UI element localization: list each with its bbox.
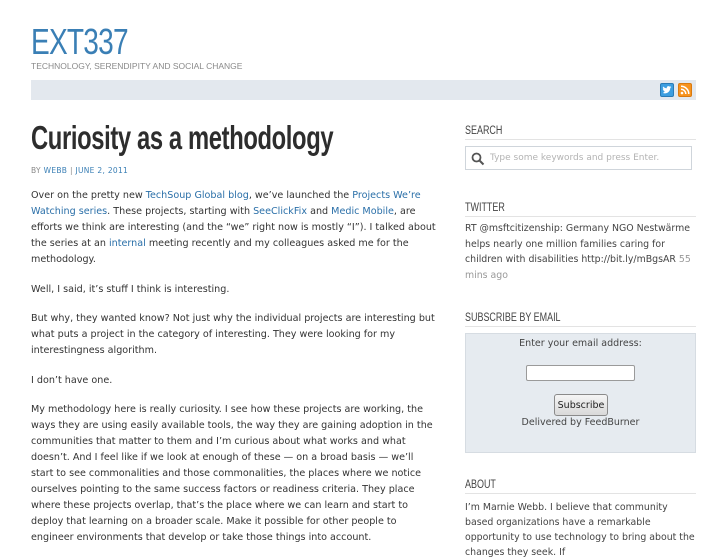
twitter-icon[interactable] <box>660 83 674 97</box>
divider <box>465 326 696 327</box>
email-label: Enter your email address: <box>519 338 642 349</box>
post-paragraph: I don’t have one. <box>31 374 113 386</box>
about-widget-title: ABOUT <box>465 479 496 491</box>
post-byline <box>31 166 128 175</box>
about-text: I’m Marnie Webb. I believe that community based organizations have a remarkable opportunity to use technology to bring about the changes they seek. If <box>465 502 695 558</box>
site-tagline: TECHNOLOGY, SERENDIPITY AND SOCIAL CHANGE <box>31 61 243 71</box>
divider <box>465 139 696 140</box>
site-title[interactable]: EXT337 <box>31 21 128 62</box>
paragraph-text: meeting recently and my colleagues asked me for the methodology. <box>31 238 409 265</box>
paragraph-text: and <box>307 206 332 217</box>
seeclickfix-link[interactable]: SeeClickFix <box>253 206 308 217</box>
search-input[interactable] <box>490 151 686 165</box>
medic-mobile-link[interactable]: Medic Mobile <box>331 206 394 217</box>
byline-separator: | <box>69 166 73 175</box>
tweet-time[interactable]: 55 mins ago <box>465 254 691 281</box>
paragraph-text: , are efforts we think are interesting (and the “we” right now is mostly “I”). I talked about the series at an <box>31 206 436 249</box>
internal-link[interactable]: internal <box>108 238 146 249</box>
post-title[interactable]: Curiosity as a methodology <box>31 119 334 156</box>
post-paragraph: My methodology here is really curiosity. I see how these projects are working, the ways they are using easily available tools, the way they are gaining adoption in the communities that matter to them and I’m curious about what works and what doesn’t. And I feel like if we look at enough of these — on a broad basis — we’ll start to see commonalities and those commonalities, the places where we notice ourselves pointing to the same success factors or readiness criteria. They place where these projects overlap, that’s the place where we can learn and start to deploy that learning on a broader scale. Make it possible for other people to engineer environments that develop or take those things into account. <box>31 404 433 543</box>
tweet <box>465 221 697 283</box>
divider <box>465 216 696 217</box>
techsoup-blog-link[interactable]: TechSoup Global blog <box>145 190 249 201</box>
search-icon <box>471 151 485 165</box>
post-paragraph <box>31 188 437 268</box>
search-box <box>465 146 692 170</box>
byline-prefix: BY <box>31 166 41 175</box>
search-widget-title: SEARCH <box>465 125 503 137</box>
tweet-text: RT @msftcitizenship: Germany NGO Nestwärme helps nearly one million families caring for children with disabilities http://bit.ly/mBgsAR <box>465 223 690 265</box>
author-link[interactable]: WEBB <box>43 166 68 175</box>
top-navbar <box>31 80 696 100</box>
subscribe-button[interactable]: Subscribe <box>554 394 608 416</box>
rss-icon[interactable] <box>678 83 692 97</box>
projects-watching-link[interactable]: Projects We’re Watching series <box>31 190 421 217</box>
subscribe-widget-title: SUBSCRIBE BY EMAIL <box>465 312 561 324</box>
date-link[interactable]: JUNE 2, 2011 <box>75 166 129 175</box>
paragraph-text: . These projects, starting with <box>107 206 254 217</box>
divider <box>465 493 696 494</box>
paragraph-text: , we’ve launched the <box>248 190 353 201</box>
email-field[interactable] <box>526 365 635 381</box>
subscribe-form <box>465 333 696 453</box>
twitter-widget-title: TWITTER <box>465 202 505 214</box>
post-paragraph: But why, they wanted know? Not just why the individual projects are interesting but what puts a project in the category of interesting. They were looking for my interestingness algorithm. <box>31 313 435 356</box>
delivered-by-feedburner: Delivered by FeedBurner <box>521 417 640 428</box>
post-paragraph: Well, I said, it’s stuff I think is interesting. <box>31 283 230 295</box>
paragraph-text: Over on the pretty new <box>31 190 146 201</box>
post-body <box>31 188 437 560</box>
